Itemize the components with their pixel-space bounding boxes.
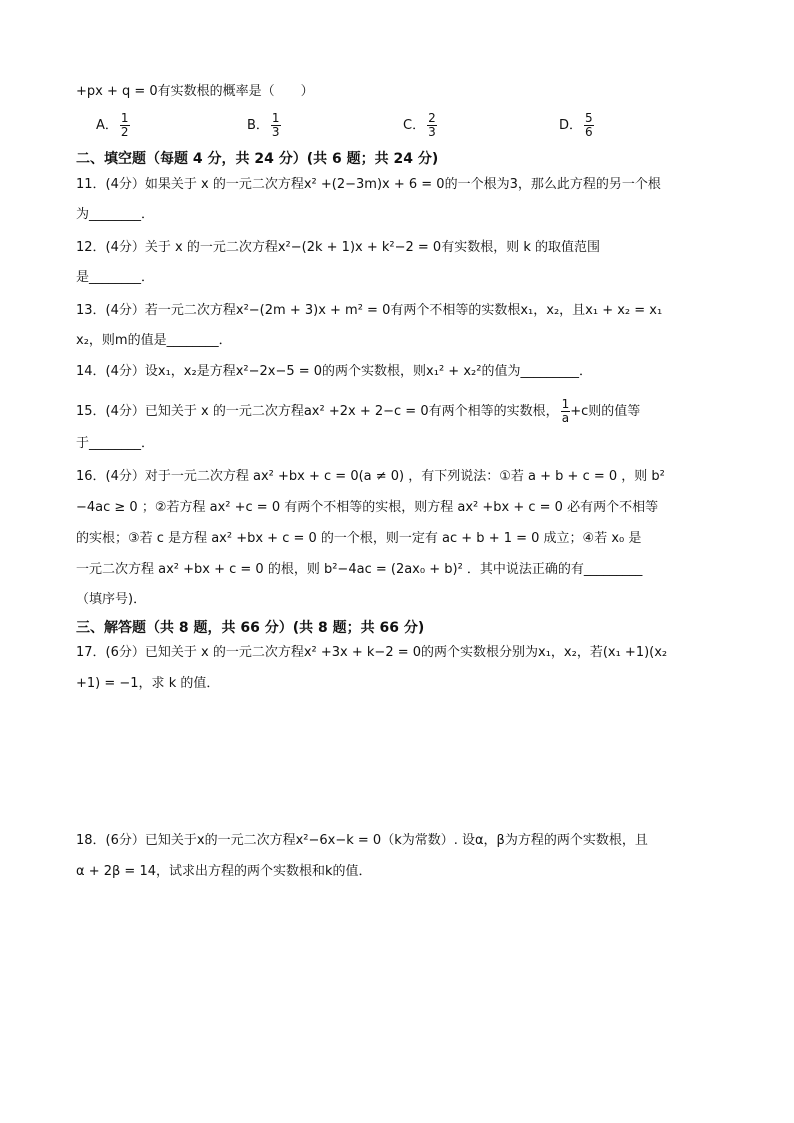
- section-2-heading: 二、填空题（每题 4 分，共 24 分）(共 6 题；共 24 分): [76, 151, 439, 167]
- option-d: [559, 112, 594, 139]
- option-a: [96, 112, 130, 139]
- q15-line-1: [76, 398, 640, 425]
- option-d-label: D．: [559, 118, 583, 133]
- q13-line-1: 13．(4分）若一元二次方程x²−(2m + 3)x + m² = 0有两个不相等的实数根x₁，x₂，且x₁ + x₂ = x₁: [76, 303, 663, 318]
- q18-line-1: 18．(6分）已知关于x的一元二次方程x²−6x−k = 0（k为常数）. 设α，β为方程的两个实数根，且: [76, 833, 648, 848]
- q12-line-1: 12．(4分）关于 x 的一元二次方程x²−(2k + 1)x + k²−2 = 0有实数根，则 k 的取值范围: [76, 240, 600, 255]
- q15-fraction: $\frac{1}{a}$: [561, 397, 570, 425]
- option-c-label: C．: [403, 118, 426, 133]
- option-c: [403, 112, 437, 139]
- q11-line-2: 为________．: [76, 207, 155, 222]
- q17-line-2: +1) = −1，求 k 的值．: [76, 676, 220, 691]
- option-a-label: A．: [96, 118, 118, 133]
- q16-line-4: 一元二次方程 ax² +bx + c = 0 的根，则 b²−4ac = (2ax₀ + b)² ．其中说法正确的有_________: [76, 562, 643, 577]
- option-b-label: B．: [247, 118, 269, 133]
- q13-line-2: x₂，则m的值是________．: [76, 333, 232, 348]
- section-3-heading: 三、解答题（共 8 题，共 66 分）(共 8 题；共 66 分): [76, 620, 425, 636]
- q16-line-1: 16．(4分）对于一元二次方程 ax² +bx + c = 0(a ≠ 0) ，有下列说法：①若 a + b + c = 0 ，则 b²: [76, 469, 665, 484]
- option-a-fraction: $\frac{1}{2}$: [120, 111, 129, 139]
- option-b: [247, 112, 281, 139]
- q16-line-5: （填序号)．: [76, 592, 147, 607]
- q11-line-1: 11．(4分）如果关于 x 的一元二次方程x² +(2−3m)x + 6 = 0的一个根为3，那么此方程的另一个根: [76, 177, 661, 192]
- q15-text-before: 15．(4分）已知关于 x 的一元二次方程ax² +2x + 2−c = 0有两个相等的实数根，: [76, 404, 559, 419]
- q16-line-2: −4ac ≥ 0 ；②若方程 ax² +c = 0 有两个不相等的实根，则方程 ax² +bx + c = 0 必有两个不相等: [76, 500, 659, 515]
- option-c-fraction: $\frac{2}{3}$: [428, 111, 436, 139]
- q12-line-2: 是________．: [76, 270, 155, 285]
- option-d-fraction: $\frac{5}{6}$: [585, 111, 593, 139]
- q16-line-3: 的实根；③若 c 是方程 ax² +bx + c = 0 的一个根，则一定有 ac + b + 1 = 0 成立；④若 x₀ 是: [76, 531, 642, 546]
- q18-line-2: α + 2β = 14，试求出方程的两个实数根和k的值．: [76, 864, 372, 879]
- q15-text-after: +c则的值等: [570, 404, 641, 419]
- q14-line: 14．(4分）设x₁，x₂是方程x²−2x−5 = 0的两个实数根，则x₁² + x₂²的值为_________．: [76, 364, 592, 379]
- option-b-fraction: $\frac{1}{3}$: [271, 111, 280, 139]
- q17-line-1: 17．(6分）已知关于 x 的一元二次方程x² +3x + k−2 = 0的两个实数根分别为x₁，x₂，若(x₁ +1)(x₂: [76, 645, 668, 660]
- q15-line-2: 于________．: [76, 436, 155, 451]
- carry-over-question-line: +px + q = 0有实数根的概率是（ ）: [76, 84, 314, 99]
